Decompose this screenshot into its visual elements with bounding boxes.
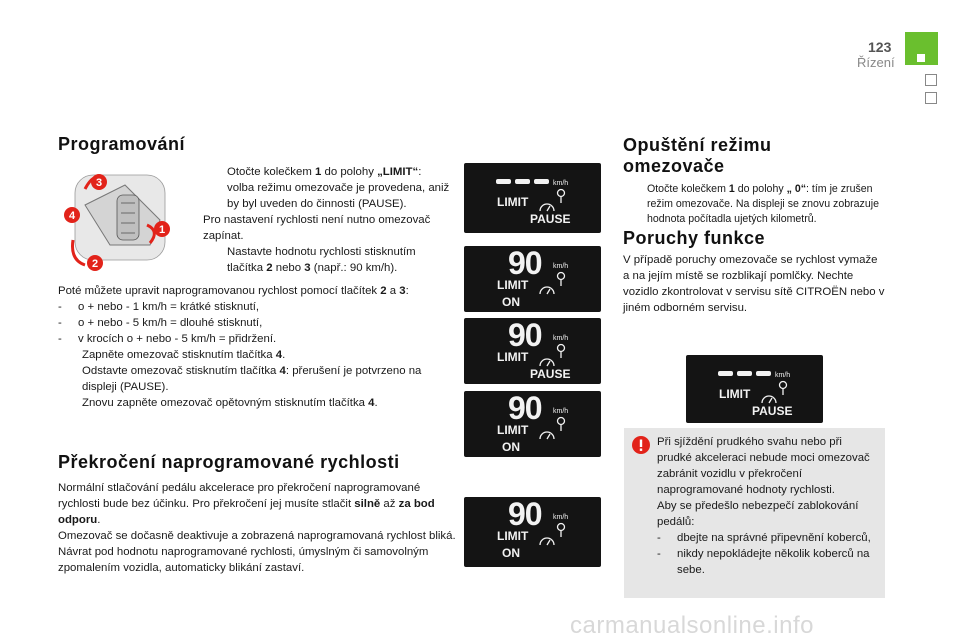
- limiter-state: PAUSE: [530, 212, 571, 226]
- warning-icon: [632, 436, 650, 454]
- bullet-item: Otočte kolečkem 1 do polohy „LIMIT“: volba režimu omezovače je provedena, aniž by byl uveden do činnosti (PAUSE).: [227, 166, 450, 210]
- heading-prekroceni: Překročení naprogramované rychlosti: [58, 452, 400, 472]
- chapter-marker-empty: [925, 74, 937, 86]
- watermark: carmanualsonline.info: [570, 612, 814, 639]
- limit-display: [464, 318, 601, 384]
- opusteni-body: [623, 182, 885, 227]
- speedometer-limiter-icon: [540, 345, 565, 367]
- paragraph: Poté můžete upravit naprogramovanou rychlost pomocí tlačítek 2 a 3:: [58, 285, 409, 297]
- limit-label: LIMIT: [719, 387, 751, 401]
- warning-text: [657, 434, 879, 578]
- limit-display: [464, 497, 601, 567]
- heading-programovani: Programování: [58, 134, 186, 154]
- dash-item: - dbejte na správné připevnění koberců,: [657, 532, 871, 544]
- display-graphic: [464, 163, 601, 233]
- speed-value: 90: [508, 391, 542, 426]
- speedometer-limiter-icon: [540, 418, 565, 440]
- speed-unit: km/h: [775, 372, 791, 379]
- speed-dash: [737, 371, 752, 376]
- display-graphic: [464, 246, 601, 312]
- limit-display: [686, 355, 823, 423]
- bullet-item: Otočte kolečkem 1 do polohy „ 0“: tím je zrušen režim omezovače. Na displeji se znovu zobrazuje hodnota počítadla ujetých kilometrů.: [647, 183, 879, 225]
- paragraph: Návrat pod hodnotu naprogramované rychlosti, úmyslným či samovolným zpomalením vozidla, automaticky blikání zastaví.: [58, 546, 429, 574]
- speedometer-limiter-icon: [762, 382, 787, 404]
- paragraph: Při sjíždění prudkého svahu nebo při prudké akceleraci nebude moci omezovač zabránit vozidlu v překročení naprogramované hodnoty rychlosti.: [657, 436, 870, 496]
- dash-item: - nikdy nepokládejte několik koberců na sebe.: [657, 548, 870, 576]
- stalk-diagram: [55, 165, 185, 275]
- display-graphic: [686, 355, 823, 423]
- dash-item: - v krocích o + nebo - 5 km/h = přidržení.: [58, 333, 277, 345]
- display-graphic: [464, 497, 601, 567]
- paragraph: Normální stlačování pedálu akcelerace pro překročení naprogramované rychlosti bude bez účinku. Pro překročení jej musíte stlačit silně až za bod odporu.: [58, 482, 435, 526]
- limiter-state: PAUSE: [530, 367, 571, 381]
- limiter-state: PAUSE: [752, 404, 793, 418]
- speed-dash: [718, 371, 733, 376]
- limit-display: [464, 246, 601, 312]
- paragraph: Omezovač se dočasně deaktivuje a zobrazená naprogramovaná rychlost bliká.: [58, 530, 456, 542]
- limit-label: LIMIT: [497, 423, 529, 437]
- limit-label: LIMIT: [497, 529, 529, 543]
- speed-unit: km/h: [553, 335, 569, 342]
- programovani-body: [58, 283, 451, 411]
- callout-3: 3: [95, 177, 103, 189]
- bullet-item: Znovu zapněte omezovač opětovným stisknutím tlačítka 4.: [82, 397, 378, 409]
- limit-label: LIMIT: [497, 350, 529, 364]
- callout-2: 2: [91, 258, 99, 270]
- limiter-state: ON: [502, 546, 520, 560]
- heading-poruchy: Poruchy funkce: [623, 228, 766, 248]
- bullet-item: Odstavte omezovač stisknutím tlačítka 4: přerušení je potvrzeno na displeji (PAUSE).: [82, 365, 422, 393]
- speed-dash: [756, 371, 771, 376]
- speedometer-limiter-icon: [540, 273, 565, 295]
- chapter-marker-empty: [925, 92, 937, 104]
- page-number: 123: [868, 39, 892, 55]
- limit-display: [464, 391, 601, 457]
- speed-dash: [515, 179, 530, 184]
- callout-1: 1: [158, 224, 166, 236]
- paragraph: Aby se předešlo nebezpečí zablokování pedálů:: [657, 500, 859, 528]
- limit-label: LIMIT: [497, 278, 529, 292]
- paragraph: V případě poruchy omezovače se rychlost vymaže a na jejím místě se rozblikají pomlčky. Nechte vozidlo zkontrolovat v servisu sítě CITROËN nebo v jiném odborném servisu.: [623, 254, 885, 314]
- speed-unit: km/h: [553, 263, 569, 270]
- speed-value: 90: [508, 318, 542, 353]
- limit-display: [464, 163, 601, 233]
- dash-item: - o + nebo - 5 km/h = dlouhé stisknutí,: [58, 317, 263, 329]
- dash-item: - o + nebo - 1 km/h = krátké stisknutí,: [58, 301, 260, 313]
- speed-unit: km/h: [553, 408, 569, 415]
- section-name: Řízení: [857, 55, 895, 70]
- poruchy-body: [623, 252, 885, 316]
- limiter-state: ON: [502, 440, 520, 454]
- speed-value: 90: [508, 497, 542, 532]
- speedometer-limiter-icon: [540, 190, 565, 212]
- heading-opusteni: Opuštění režimu omezovače: [623, 135, 772, 176]
- prekroceni-body: [58, 480, 456, 576]
- limit-label: LIMIT: [497, 195, 529, 209]
- callout-4: 4: [68, 210, 76, 222]
- speed-value: 90: [508, 246, 542, 281]
- chapter-tab-marker: [905, 32, 938, 65]
- paragraph: Pro nastavení rychlosti není nutno omezovač zapínat.: [203, 214, 431, 242]
- speed-dash: [496, 179, 511, 184]
- speed-dash: [534, 179, 549, 184]
- bullet-item: Nastavte hodnotu rychlosti stisknutím tlačítka 2 nebo 3 (např.: 90 km/h).: [227, 246, 416, 274]
- speed-unit: km/h: [553, 514, 569, 521]
- speed-unit: km/h: [553, 180, 569, 187]
- programovani-intro: [203, 164, 451, 276]
- display-graphic: [464, 318, 601, 384]
- display-graphic: [464, 391, 601, 457]
- speedometer-limiter-icon: [540, 524, 565, 546]
- bullet-item: Zapněte omezovač stisknutím tlačítka 4.: [82, 349, 286, 361]
- limiter-state: ON: [502, 295, 520, 309]
